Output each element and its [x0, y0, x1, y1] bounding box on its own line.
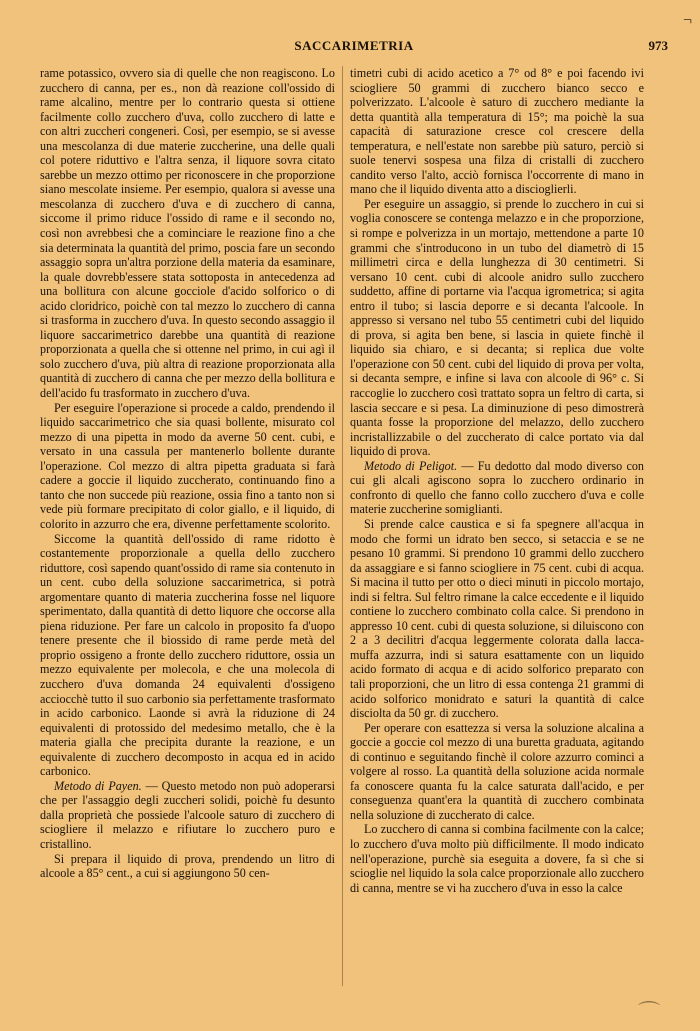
column-divider: [342, 66, 343, 986]
paragraph-text: Si prende calce caustica e si fa spegnere all'acqua in modo che formi un idrato ben secco, si setaccia e se ne pesano 10 grammi. Si prendono 10 grammi dello zucchero da assaggiare e si fanno sciogliere in 75 cent. cubi di acqua. Si macina il tutto per otto o dieci minuti in piccolo mortajo, indi si feltra. Sul feltro rimane la calce eccedente e il liquido contiene lo zucchero combinato colla calce. Si prendono in appresso 10 cent. cubi di questa soluzione, si diluiscono con 2 a 3 decilitri d'acqua leggermente colorata dalla lacca-muffa azzurra, indi si satura esattamente con un liquido acido formato di acqua e di acido solforico preparato con tali proporzioni, che un litro di essa contenga 21 grammi di acido solforico monidrato e saturi la quantità di calce disciolta da 50 gr. di zucchero.: [350, 516, 644, 721]
method-heading: Metodo di Payen.: [54, 778, 142, 793]
paragraph-text: — Questo metodo non può adoperarsi che per l'assaggio degli zuccheri solidi, poichè fu desunto dalla proprietà che possiede l'alcoole saturo di zucchero di sciogliere il melazzo e rifiutare lo zucchero puro e cristallino.: [40, 778, 335, 851]
method-heading: Metodo di Peligot.: [364, 458, 458, 473]
paragraph-text: — Fu dedotto dal modo diverso con cui gli alcali agiscono sopra lo zucchero ordinario in confronto di quello che fanno collo zucchero d'uva e colle materie zuccherine somiglianti.: [350, 458, 644, 517]
left-column: [40, 66, 335, 881]
paragraph: [350, 197, 644, 459]
paragraph-text: timetri cubi di acido acetico a 7° od 8° e poi facendo ivi sciogliere 50 grammi di zucchero bianco secco e polverizzato. L'alcoole è saturo di zucchero mediante la detta quantità alla temperatura di 15°; ma poichè la sua capacità di saturazione cresce col crescere della temperatura, e nell'estate non sarebbe più saturo, perciò si suole tenervi sospesa una filza di cristalli di zucchero candito verso l'alto, acciò fornisca l'occorrente di mano in mano che il liquido diventa atto a discioglierli.: [350, 66, 644, 197]
paragraph: [350, 721, 644, 823]
paragraph-text: Per eseguire l'operazione si procede a caldo, prendendo il liquido saccarimetrico che sia quasi bollente, misurato col mezzo di una pipetta in modo da averne 50 cent. cubi, e versato in una cassula per mantenerlo bollente durante l'operazione. Col mezzo di altra pipetta graduata si farà cadere a goccie il liquido zuccherato, continuando fino a tanto che non succede più reazione, ossia fino a tanto non si vede più formare precipitato di color giallo, e il liquido, di colorito in azzurro che era, divenne perfettamente scolorito.: [40, 400, 335, 531]
paragraph-text: Siccome la quantità dell'ossido di rame ridotto è costantemente proporzionale a quella dello zucchero riduttore, così sapendo quant'ossido di rame sia contenuto in un cent. cubo della soluzione saccarimetrica, si potrà argomentare quanto di materia zuccherina fosse nel liquore sperimentato, dalla quantità di detto liquore che occorse alla piena riduzione. Per fare un calcolo in proposito fa d'uopo tenere presente che il biossido di rame perde metà del proprio ossigeno a fronte dello zucchero riduttore, ossia un mezzo equivalente per molecola, e che una molecola di zucchero d'uva domanda 24 equivalenti d'ossigeno acciocchè tutto il suo carbonio sia perfettamente trasformato in acido carbonico. Laonde si avrà la riduzione di 24 equivalenti di protossido del medesimo metallo, che è la materia gialla che precipita durante la reazione, e un equivalente di zucchero decomposto in acqua ed in acido carbonico.: [40, 531, 335, 779]
paragraph-text: Per operare con esattezza si versa la soluzione alcalina a goccie a goccie col mezzo di una buretta graduata, agitando di continuo e seguitando finchè il colore azzurro cominci a volgere al rosso. La quantità della soluzione acida normale fa conoscere quanta fu la calce saturata dall'acido, e per conseguenza quant'era la quantità di zucchero combinata nella soluzione di zuccherato di calce.: [350, 720, 644, 822]
paragraph-text: Per eseguire un assaggio, si prende lo zucchero in cui si voglia conoscere se contenga melazzo e in che proporzione, si rompe e polverizza in un mortajo, mettendone a parte 10 grammi che s'introducono in un tubo del diametrò di 15 millimetri circa e della lunghezza di 30 centimetri. Si versano 10 cent. cubi di alcoole anidro sullo zucchero suddetto, affine di portarne via l'acqua igrometrica; si agita entro il tubo; si lascia deporre e si decanta l'alcoole. In appresso si versano nel tubo 55 centimetri cubi del liquido di prova, si agita ben bene, si lascia in quiete finchè il liquido sia chiaro, e si decanta; si replica due volte l'operazione con 50 cent. cubi del liquido di prova per volta, si decanta sempre, e infine si lava con alcoole di 96° c. Si raccoglie lo zucchero così trattato sopra un feltro di carta, si lascia seccare e si pesa. La diminuzione di peso dimostrerà quanta fosse la proporzione del melazzo, dello zucchero incristallizzabile o del zuccherato di calce portato via dal liquido di prova.: [350, 196, 644, 459]
paragraph: [350, 517, 644, 721]
paragraph: [40, 66, 335, 401]
paragraph: [40, 852, 335, 881]
paragraph: [350, 66, 644, 197]
paragraph: [350, 459, 644, 517]
paragraph-text: rame potassico, ovvero sia di quelle che non reagiscono. Lo zucchero di canna, per es., non dà reazione coll'ossido di rame alcalino, mentre per lo contrario questa si ottiene facilmente collo zucchero d'uva, collo zucchero di latte e con altri zuccheri congeneri. Così, per esempio, se si avesse una mescolanza di due materie zuccherine, una delle quali col potere riduttivo e l'altra senza, il liquore sovra citato sarebbe un mezzo ottimo per riconoscere in che proporzione siano mescolate insieme. Per esempio, qualora si avesse una mescolanza di zucchero d'uva e di zucchero di canna, siccome il primo riduce l'ossido di rame e il secondo no, così non avrebbesi che a cominciare le reazione fino a che sia determinata la quantità del primo, poscia fare un secondo assaggio sopra un'altra porzione della materia da esaminare, la quale dovrebb'essere stata sottoposta in antecedenza ad una bollitura con alcune gocciole d'acido solforico o di acido cloridrico, poichè con tal mezzo lo zucchero di canna si trasforma in zucchero d'uva. In questo secondo assaggio il liquore saccarimetrico darebbe una quantità di reazione proporzionata a quella che si ottenne nel primo, in cui agì il solo zucchero d'uva, più altra di reazione proporzionata alla quantità di zucchero di canna che per mezzo della bollitura e dell'acido fu trasformato in zucchero d'uva.: [40, 66, 335, 401]
page-header: [40, 38, 668, 58]
running-title: SACCARIMETRIA: [294, 38, 414, 53]
paragraph-text: Si prepara il liquido di prova, prendendo un litro di alcoole a 85° cent., a cui si aggiungono 50 cen-: [40, 851, 335, 881]
paragraph: [40, 779, 335, 852]
corner-mark-icon: ¬: [682, 12, 692, 29]
paragraph-text: Lo zucchero di canna si combina facilmente con la calce; lo zucchero d'uva molto più difficilmente. Il modo indicato nell'operazione, purchè sia eseguita a dovere, fa sì che si scioglie nel liquido la sola calce proporzionale allo zucchero di canna, mentre se vi ha zucchero d'uva in esso la calce: [350, 822, 644, 895]
right-column: [350, 66, 644, 895]
paragraph: [40, 401, 335, 532]
page-edge-mark-icon: ⌒: [637, 1000, 660, 1025]
paragraph: [350, 822, 644, 895]
paragraph: [40, 532, 335, 779]
page-number: 973: [648, 38, 668, 53]
